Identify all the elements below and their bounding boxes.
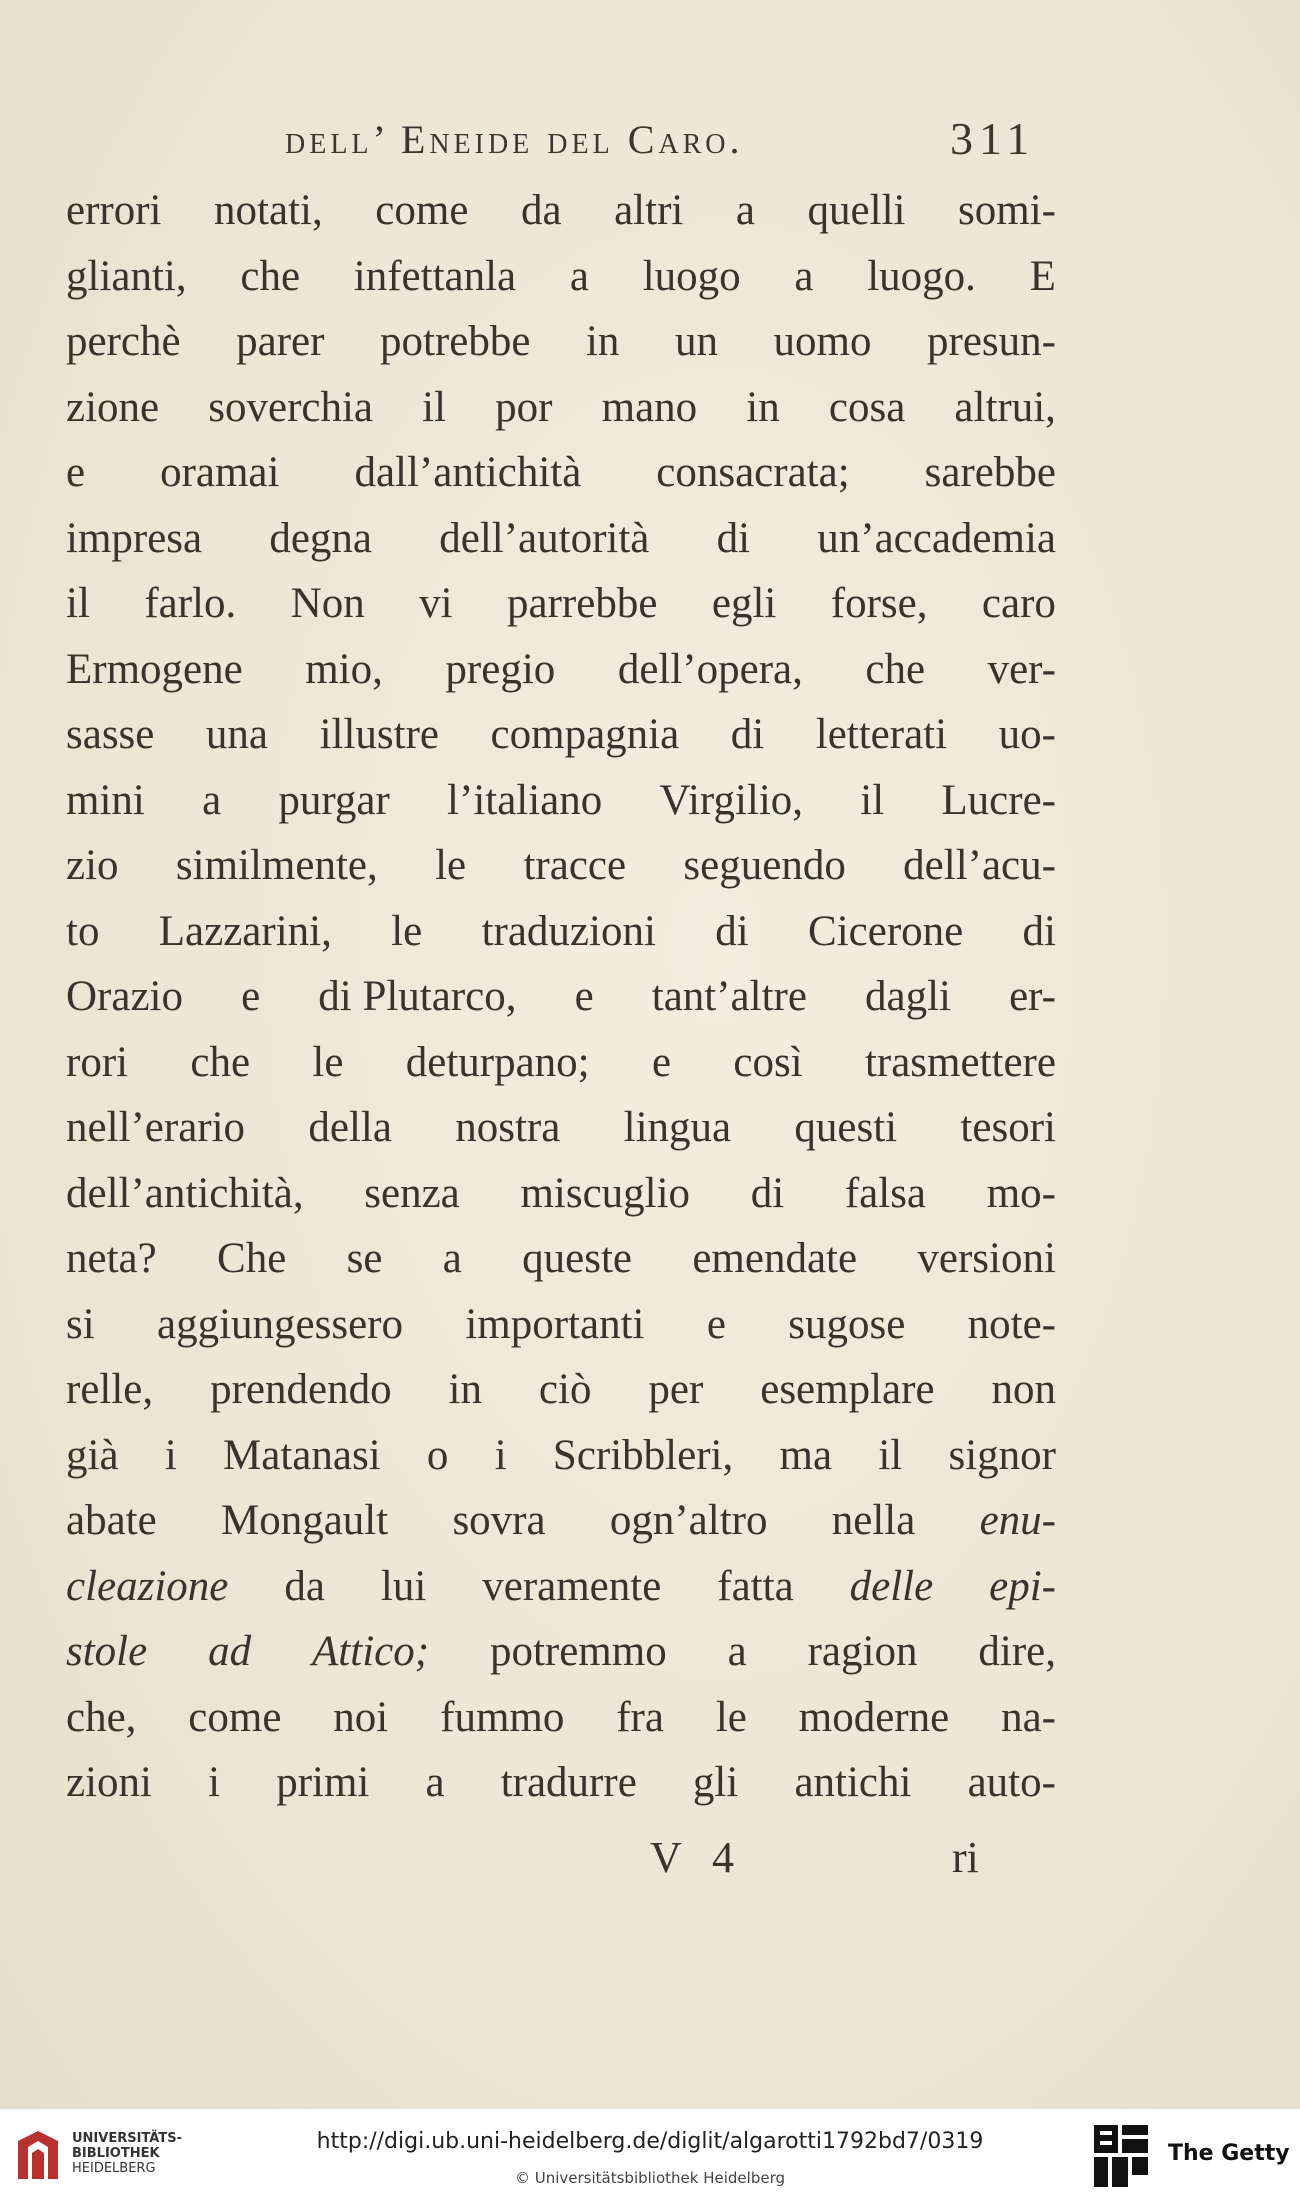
word: noi [333, 1693, 389, 1741]
word: somi- [958, 187, 1056, 234]
word: perchè [66, 318, 181, 365]
word: di [715, 907, 749, 955]
permalink-url[interactable]: http://digi.ub.uni-heidelberg.de/diglit/algarotti1792bd7/0319 [316, 2129, 984, 2154]
word: oramai [160, 449, 280, 496]
word: le [391, 907, 423, 955]
word: infettanla [353, 252, 517, 300]
text-line [66, 1357, 1056, 1423]
word: stole [66, 1628, 148, 1675]
word: deturpano; [405, 1038, 590, 1086]
word: della [308, 1104, 392, 1151]
word: dire, [978, 1628, 1056, 1675]
word: zioni [66, 1759, 152, 1806]
word: di [716, 514, 751, 562]
text-line [66, 571, 1056, 637]
word: non [991, 1366, 1056, 1413]
word: illustre [319, 711, 439, 758]
word: prendendo [210, 1366, 392, 1413]
word: l’italiano [447, 776, 603, 824]
word: un [674, 318, 718, 365]
word: fummo [440, 1693, 565, 1741]
word: i [494, 1431, 507, 1479]
word: sasse [66, 711, 155, 758]
word: questi [794, 1104, 898, 1151]
running-title: dell’ Eneide del Caro. [285, 117, 744, 162]
word: consacrata; [656, 449, 850, 496]
word: per [648, 1366, 704, 1413]
word: a [425, 1759, 445, 1806]
text-line [66, 964, 1056, 1030]
word: Scribbleri, [552, 1431, 734, 1479]
word: er- [1009, 973, 1056, 1020]
text-line [66, 1685, 1056, 1751]
word: dell’opera, [617, 645, 803, 693]
word: tesori [960, 1104, 1056, 1151]
word: cleazione [66, 1562, 229, 1610]
word: esemplare [760, 1366, 935, 1413]
word: Orazio [66, 973, 183, 1020]
word: letterati [815, 711, 948, 758]
word: Attico; [312, 1628, 430, 1675]
viewer-footer [0, 2108, 1300, 2201]
word: il [860, 776, 885, 824]
text-line [66, 440, 1056, 506]
word: o [426, 1431, 449, 1479]
word: dall’antichità [354, 449, 582, 496]
word: parer [236, 318, 325, 365]
text-line [66, 1619, 1056, 1685]
word: miscuglio [520, 1169, 691, 1217]
word: errori [66, 187, 162, 234]
word: Lucre- [941, 776, 1056, 824]
text-line [66, 637, 1056, 703]
word: nell’erario [66, 1104, 246, 1151]
word: dell’antichità, [66, 1169, 304, 1217]
word: che, [66, 1693, 137, 1741]
word: por [495, 383, 553, 431]
word: na- [1001, 1693, 1056, 1741]
word: potrebbe [379, 318, 531, 365]
word: lingua [623, 1104, 732, 1151]
word: sugose [788, 1300, 906, 1348]
text-line [66, 375, 1056, 441]
word: senza [364, 1169, 460, 1217]
text-line [66, 1161, 1056, 1227]
word: mano [601, 383, 698, 431]
word: cosa [828, 383, 906, 431]
word: note- [967, 1300, 1056, 1348]
word: in [585, 318, 620, 365]
word: e [574, 973, 594, 1020]
word: enu- [979, 1497, 1056, 1544]
word: a [735, 187, 755, 234]
word: to [66, 907, 100, 955]
word: altrui, [954, 383, 1056, 431]
word: soverchia [208, 383, 374, 431]
word: ver- [987, 645, 1056, 693]
text-line [66, 309, 1056, 375]
word: zione [66, 383, 160, 431]
word: le [435, 842, 467, 889]
heidelberg-logo-icon[interactable] [14, 2127, 62, 2183]
word: che [240, 252, 301, 300]
word: mio, [305, 645, 383, 693]
word: epi- [989, 1562, 1056, 1610]
word: tant’altre [651, 973, 807, 1020]
word: a [727, 1628, 747, 1675]
text-line [66, 178, 1056, 244]
text-line [66, 899, 1056, 965]
word: similmente, [175, 842, 378, 889]
word: abate [66, 1497, 157, 1544]
word: trasmettere [864, 1038, 1056, 1086]
word: e [241, 973, 261, 1020]
page-header [0, 112, 1300, 172]
word: in [448, 1366, 482, 1413]
word: luogo. [867, 252, 976, 300]
word: relle, [66, 1366, 154, 1413]
word: i [164, 1431, 177, 1479]
word: potremmo [489, 1628, 667, 1675]
word: farlo. [144, 580, 237, 627]
word: di [750, 1169, 785, 1217]
word: falsa [844, 1169, 927, 1217]
word: forse, [830, 580, 928, 627]
copyright-notice: © Universitätsbibliothek Heidelberg [514, 2169, 785, 2187]
word: tradurre [500, 1759, 637, 1806]
text-line [66, 768, 1056, 834]
word: che [190, 1038, 251, 1086]
word: antichi [794, 1759, 912, 1806]
word: nostra [455, 1104, 561, 1151]
word: dagli [865, 973, 951, 1020]
word: dell’acu- [903, 842, 1056, 889]
word: caro [981, 580, 1056, 627]
word: uomo [773, 318, 872, 365]
word: una [205, 711, 269, 758]
word: delle [849, 1562, 934, 1610]
word: Mongault [220, 1497, 389, 1544]
word: importanti [465, 1300, 645, 1348]
signature-mark: V 4 [650, 1833, 744, 1882]
text-line [66, 1226, 1056, 1292]
word: Cicerone [808, 907, 964, 955]
word: le [715, 1693, 747, 1741]
word: il [66, 580, 90, 627]
word: e [706, 1300, 726, 1348]
word: emendate [692, 1235, 858, 1282]
text-line [66, 1292, 1056, 1358]
word: di [1022, 907, 1056, 955]
word: traduzioni [481, 907, 656, 955]
word: signor [948, 1431, 1056, 1479]
word: egli [711, 580, 777, 627]
getty-logo-icon[interactable] [1092, 2123, 1150, 2189]
text-line [66, 1095, 1056, 1161]
text-line [66, 506, 1056, 572]
word: le [312, 1038, 344, 1086]
text-line [66, 1488, 1056, 1554]
word: luogo [642, 252, 741, 300]
text-line [66, 702, 1056, 768]
word: Lazzarini, [158, 907, 332, 955]
word: presun- [927, 318, 1056, 365]
word: ma [779, 1431, 833, 1479]
word: come [188, 1693, 282, 1741]
word: dell’autorità [439, 514, 650, 562]
word: gli [692, 1759, 739, 1806]
word: parrebbe [507, 580, 658, 627]
word: degna [269, 514, 373, 562]
word: da [284, 1562, 325, 1610]
word: zio [66, 842, 119, 889]
word: ragion [807, 1628, 918, 1675]
word: aggiungessero [157, 1300, 404, 1348]
word: fatta [717, 1562, 794, 1610]
word: Virgilio, [659, 776, 804, 824]
word: a [794, 252, 814, 300]
word: e [66, 449, 86, 496]
word: mo- [986, 1169, 1056, 1217]
word: auto- [967, 1759, 1056, 1806]
word: notati, [214, 187, 323, 234]
word: impresa [66, 514, 203, 562]
word: a [202, 776, 222, 824]
word: nella [831, 1497, 916, 1544]
word: neta? [66, 1235, 157, 1282]
text-line [66, 1554, 1056, 1620]
word: sovra [452, 1497, 546, 1544]
partner-name: The Getty [1168, 2141, 1290, 2166]
word: Ermogene [66, 645, 243, 693]
word: già [66, 1431, 119, 1479]
page-bottom-marks [0, 1832, 1300, 1892]
word: pregio [445, 645, 556, 693]
catchword: ri [952, 1833, 979, 1882]
word: queste [522, 1235, 633, 1282]
text-line [66, 1423, 1056, 1489]
word: uo- [998, 711, 1056, 758]
word: primi [276, 1759, 370, 1806]
word: seguendo [683, 842, 846, 889]
word: un’accademia [817, 514, 1056, 562]
word: purgar [278, 776, 390, 824]
word: E [1029, 252, 1056, 300]
word: moderne [798, 1693, 950, 1741]
word: in [746, 383, 780, 431]
word: Matanasi [223, 1431, 381, 1479]
word: Che [217, 1235, 287, 1282]
word: fra [616, 1693, 664, 1741]
text-line [66, 1750, 1056, 1816]
word: quelli [807, 187, 906, 234]
text-line [66, 244, 1056, 310]
word: a [569, 252, 589, 300]
word: che [865, 645, 926, 693]
word: a [442, 1235, 462, 1282]
word: lui [380, 1562, 427, 1610]
library-name: UNIVERSITÄTS- BIBLIOTHEK HEIDELBERG [72, 2131, 182, 2176]
word: compagnia [490, 711, 680, 758]
word: e [651, 1038, 672, 1086]
word: così [733, 1038, 803, 1086]
word: da [520, 187, 562, 234]
word: di [730, 711, 765, 758]
word: veramente [482, 1562, 662, 1610]
word: altri [614, 187, 684, 234]
word: versioni [917, 1235, 1056, 1282]
word: ciò [538, 1366, 592, 1413]
word: rori [66, 1038, 129, 1086]
word: il [878, 1431, 903, 1479]
word: tracce [523, 842, 627, 889]
text-line [66, 833, 1056, 899]
word: i [208, 1759, 221, 1806]
word: come [375, 187, 469, 234]
word: mini [66, 776, 145, 824]
word: si [66, 1300, 95, 1348]
word: vi [419, 580, 453, 627]
word: sarebbe [924, 449, 1056, 496]
word: ogn’altro [609, 1497, 768, 1544]
word: ad [208, 1628, 252, 1675]
text-line [66, 1030, 1056, 1096]
word: il [422, 383, 447, 431]
page-number: 311 [950, 113, 1036, 164]
word: se [346, 1235, 383, 1282]
word: di Plutarco, [318, 973, 517, 1020]
body-text [66, 178, 1056, 1816]
word: glianti, [66, 252, 187, 300]
word: Non [290, 580, 365, 627]
